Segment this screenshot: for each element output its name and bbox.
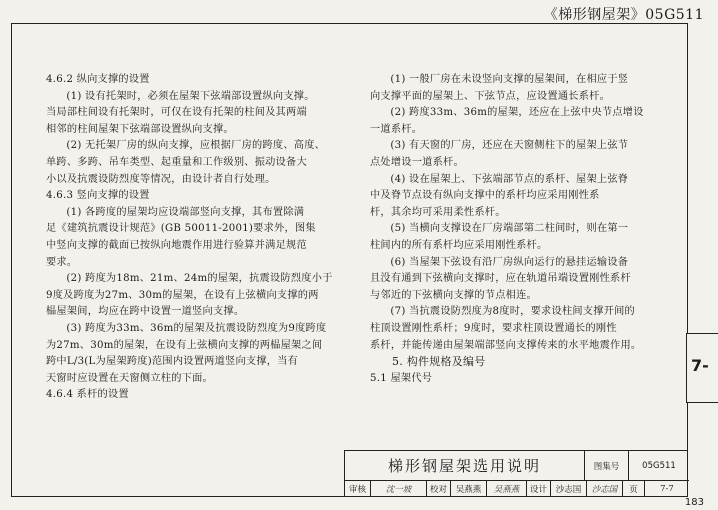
paragraph-line: 中及脊节点设有纵向支撑中的系杆均应采用刚性系 [370,190,600,202]
page-number: 183 [684,497,704,508]
title-block-signatures [345,480,689,497]
paragraph-line: 系杆，并能传递由屋架端部竖向支撑传来的水平地震作用。 [370,339,642,351]
check-signature: 吴燕燕 [487,481,527,497]
right-column [370,72,660,387]
paragraph-line: 当局部柱间设有托架时，可仅在设有托架的柱间及其两端 [46,107,307,119]
review-label: 审核 [345,481,371,497]
check-name: 吴燕燕 [451,481,487,497]
atlas-number-label: 图集号 [585,451,629,480]
paragraph-line: (2) 跨度33m、36m的屋架，还应在上弦中央节点增设 [390,107,644,119]
paragraph-line: 单跨、多跨、吊车类型、起重量和工作级别、振动设备大 [46,156,307,168]
paragraph-line: 相邻的柱间屋架下弦端部设置纵向支撑。 [46,123,234,135]
paragraph-line: 榀屋架间，均应在跨中设置一道竖向支撑。 [46,306,245,318]
paragraph-line: (1) 设有托架时，必须在屋架下弦端部设置纵向支撑。 [66,90,315,102]
design-signature: 沙志国 [587,481,623,497]
paragraph-line: (1) 一般厂房在未设竖向支撑的屋架间，在相应于竖 [390,74,629,85]
atlas-header-title: 《梯形钢屋架》05G511 [543,7,704,23]
design-name: 沙志国 [551,481,587,497]
paragraph-line: 要求。 [46,256,78,268]
page-tab [686,333,718,403]
title-block [344,450,688,497]
subsection-heading: 4.6.4 系杆的设置 [46,389,129,401]
subsection-heading: 4.6.3 竖向支撑的设置 [46,190,150,202]
paragraph-line: (1) 各跨度的屋架均应设端部竖向支撑，其布置除满 [66,206,305,218]
paragraph-line: (2) 无托架厂房的纵向支撑，应根据厂房的跨度、高度、 [66,140,326,152]
paragraph-line: (3) 跨度为33m、36m的屋架及抗震设防烈度为9度跨度 [66,322,327,334]
paragraph-line: (3) 有天窗的厂房，还应在天窗侧柱下的屋架上弦节 [390,140,629,152]
paragraph-line: 柱间内的所有系杆均应采用刚性系杆。 [370,239,548,251]
paragraph-line: 一道系杆。 [370,123,423,135]
page-label: 页 [623,481,645,497]
review-signature: 沈一坡 [371,481,427,497]
paragraph-line: 为27m、30m的屋架，在设有上弦横向支撑的两榀屋架之间 [46,339,323,351]
paragraph-line: 跨中L/3(L为屋架跨度)范围内设置两道竖向支撑，当有 [46,356,299,368]
paragraph-line: 9度及跨度为27m、30m的屋架，在设有上弦横向支撑的两 [46,289,319,301]
atlas-number: 05G511 [642,460,676,471]
paragraph-line: 点处增设一道系杆。 [370,156,464,168]
paragraph-line: 小以及抗震设防烈度等情况，由设计者自行处理。 [46,173,276,185]
paragraph-line: 杆，其余均可采用柔性系杆。 [370,206,506,218]
subsection-heading: 5.1 屋架代号 [370,372,433,384]
design-label: 设计 [527,481,551,497]
paragraph-line: 向支撑平面的屋架上、下弦节点，应设置通长系杆。 [370,90,611,102]
paragraph-line: (6) 当屋架下弦设有沿厂房纵向运行的悬挂运输设备 [390,256,629,268]
paragraph-line: 中竖向支撑的截面已按纵向地震作用进行验算并满足规范 [46,239,307,251]
paragraph-line: (2) 跨度为18m、21m、24m的屋架，抗震设防烈度小于 [66,273,333,285]
section-heading: 5. 构件规格及编号 [392,355,486,369]
paragraph-line: 足《建筑抗震设计规范》(GB 50011-2001)要求外，图集 [46,223,316,235]
paragraph-line: 天窗时应设置在天窗侧立柱的下面。 [46,372,213,384]
paragraph-line: 与邻近的下弦横向支撑的节点相连。 [370,289,537,301]
paragraph-line: 柱顶设置刚性系杆；9度时，要求柱顶设置通长的刚性 [370,322,617,334]
paragraph-line: (7) 当抗震设防烈度为8度时，要求设柱间支撑开间的 [390,306,635,318]
paragraph-line: 且没有通到下弦横向支撑时，应在轨道吊端设置刚性系杆 [370,273,631,285]
paragraph-line: (4) 设在屋架上、下弦端部节点的系杆、屋架上弦脊 [390,173,629,185]
left-column [46,72,344,404]
page-value: 7-7 [660,484,674,494]
page-tab-label: 7- [691,356,709,375]
title-block-title: 梯形钢屋架选用说明 [345,451,585,480]
paragraph-line: (5) 当横向支撑设在厂房端部第二柱间时，则在第一 [390,223,629,235]
subsection-heading: 4.6.2 纵向支撑的设置 [46,74,150,85]
check-label: 校对 [427,481,451,497]
